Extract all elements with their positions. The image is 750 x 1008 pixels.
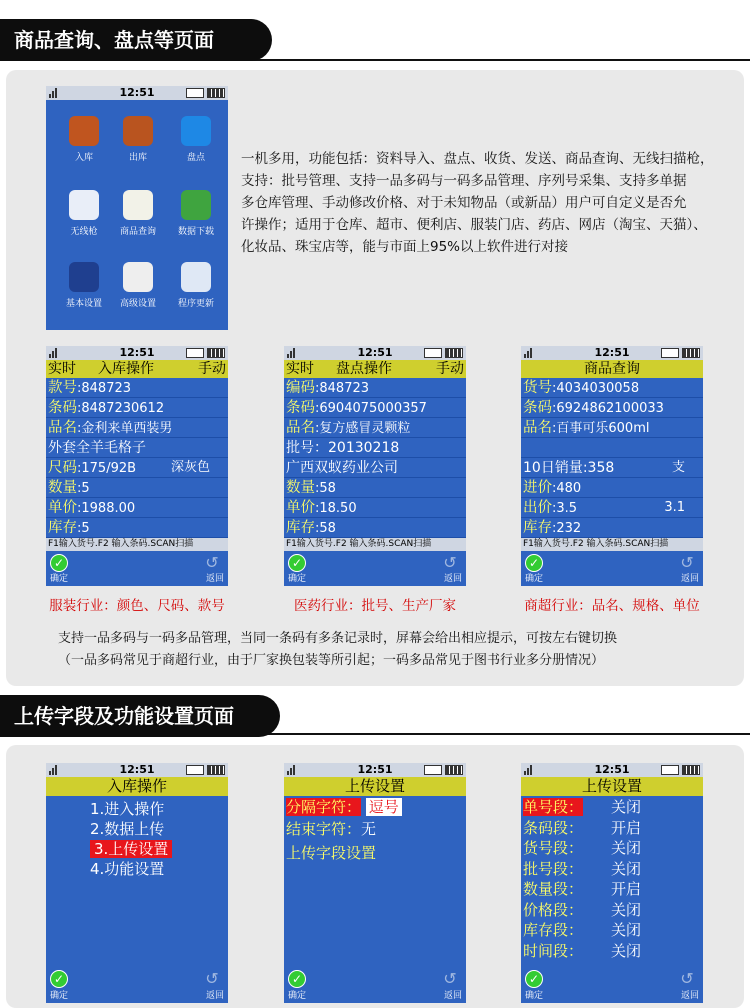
screen-title: 盘点操作 xyxy=(336,361,392,377)
home-item[interactable]: 盘点 xyxy=(166,116,226,163)
confirm-label[interactable]: 确定 xyxy=(50,574,69,584)
record-row: 条码:6924862100033 xyxy=(521,398,703,418)
clock: 12:51 xyxy=(119,763,155,776)
record-row: 单价:18.50 xyxy=(284,498,466,518)
memory-icon xyxy=(661,765,679,775)
signal-icon xyxy=(49,348,57,358)
back-label[interactable]: 返回 xyxy=(443,574,462,584)
home-item[interactable]: 出库 xyxy=(108,116,168,163)
record-row: 库存:232 xyxy=(521,518,703,538)
screen-title: 上传设置 xyxy=(284,777,466,796)
upload-field-settings[interactable]: 上传字段设置 xyxy=(286,844,377,862)
memory-icon xyxy=(186,88,204,98)
soft-key-bar xyxy=(284,967,466,1003)
status-bar xyxy=(46,763,228,777)
product-query-screen xyxy=(521,346,703,586)
question-icon xyxy=(181,116,211,146)
separator-setting[interactable]: 分隔字符： 逗号 xyxy=(286,797,402,817)
signal-icon xyxy=(524,348,532,358)
memory-icon xyxy=(424,348,442,358)
record-row: 数量:5 xyxy=(46,478,228,498)
inbound-menu-screen xyxy=(46,763,228,1003)
soft-key-bar xyxy=(46,967,228,1003)
confirm-check-icon[interactable]: ✓ xyxy=(288,554,306,572)
clock: 12:51 xyxy=(594,763,630,776)
screen-title-bar xyxy=(284,360,466,378)
section-title-2: 上传字段及功能设置页面 xyxy=(0,695,280,737)
tools-icon xyxy=(123,262,153,292)
status-bar xyxy=(46,346,228,360)
home-item[interactable]: 基本设置 xyxy=(54,262,114,309)
upload-field-row[interactable]: 单号段： 关闭 xyxy=(523,798,642,816)
record-row: 款号:848723 xyxy=(46,378,228,398)
confirm-check-icon[interactable]: ✓ xyxy=(50,970,68,988)
battery-icon xyxy=(207,88,225,98)
confirm-label[interactable]: 确定 xyxy=(288,991,307,1001)
upload-field-row[interactable]: 时间段： 关闭 xyxy=(523,941,642,960)
back-label[interactable]: 返回 xyxy=(205,991,224,1001)
caption-apparel: 服装行业：颜色、尺码、款号 xyxy=(49,598,225,614)
screen-title-bar xyxy=(46,360,228,378)
soft-key-bar xyxy=(521,967,703,1003)
record-row: 条码:6904075000357 xyxy=(284,398,466,418)
confirm-label[interactable]: 确定 xyxy=(288,574,307,584)
clipboard-check-icon xyxy=(69,190,99,220)
section-panel-1 xyxy=(6,70,744,686)
input-mode: 手动 xyxy=(198,361,226,377)
record-row: 广西双蚁药业公司 xyxy=(284,458,466,478)
signal-icon xyxy=(49,765,57,775)
gear-monitor-icon xyxy=(69,262,99,292)
confirm-check-icon[interactable]: ✓ xyxy=(50,554,68,572)
battery-icon xyxy=(207,765,225,775)
record-row: 数量:58 xyxy=(284,478,466,498)
battery-icon xyxy=(207,348,225,358)
record-row: 编码:848723 xyxy=(284,378,466,398)
back-arrow-icon[interactable]: ↺ xyxy=(205,553,219,572)
upload-field-row[interactable]: 价格段： 关闭 xyxy=(523,900,642,919)
menu-item-upload-settings[interactable]: 3.上传设置 xyxy=(90,839,172,859)
status-bar xyxy=(284,763,466,777)
upload-field-row[interactable]: 数量段： 开启 xyxy=(523,880,642,898)
upload-settings-screen xyxy=(284,763,466,1003)
battery-icon xyxy=(445,765,463,775)
back-label[interactable]: 返回 xyxy=(680,574,699,584)
caption-supermarket: 商超行业：品名、规格、单位 xyxy=(524,598,700,614)
record-row: 外套全羊毛格子 xyxy=(46,438,228,458)
record-row: 品名:复方感冒灵颗粒 xyxy=(284,418,466,438)
back-arrow-icon[interactable]: ↺ xyxy=(443,553,457,572)
signal-icon xyxy=(49,88,57,98)
home-item[interactable]: 数据下载 xyxy=(166,190,226,237)
back-arrow-icon[interactable]: ↺ xyxy=(205,969,219,988)
status-bar xyxy=(46,86,228,100)
key-hint-bar: F1输入货号.F2 输入条码.SCAN扫描 xyxy=(46,538,228,551)
record-row: 库存:58 xyxy=(284,518,466,538)
status-bar xyxy=(521,763,703,777)
back-arrow-icon[interactable]: ↺ xyxy=(680,969,694,988)
clock: 12:51 xyxy=(357,346,393,359)
update-icon xyxy=(181,262,211,292)
upload-field-row[interactable]: 条码段： 开启 xyxy=(523,818,642,837)
screen-title: 入库操作 xyxy=(46,777,228,796)
record-row xyxy=(521,438,703,458)
signal-icon xyxy=(287,765,295,775)
record-row: 进价:480 xyxy=(521,478,703,498)
back-arrow-icon[interactable]: ↺ xyxy=(443,969,457,988)
storage-out-icon xyxy=(123,116,153,146)
mode-label: 实时 xyxy=(286,361,314,377)
memory-icon xyxy=(186,348,204,358)
record-row: 库存:5 xyxy=(46,518,228,538)
menu-item-upload[interactable]: 2.数据上传 xyxy=(90,820,165,838)
record-row: 尺码:175/92B 深灰色 xyxy=(46,458,228,478)
multi-code-note: 支持一品多码与一码多品管理，当同一条码有多条记录时，屏幕会给出相应提示，可按左右键切换 （一品多码常见于商超行业，由于厂家换包装等所引起；一码多品常见于图书行业多分册情况） xyxy=(58,631,618,668)
section-title-1: 商品查询、盘点等页面 xyxy=(0,19,272,61)
upload-field-row[interactable]: 批号段： 关闭 xyxy=(523,859,642,878)
back-label[interactable]: 返回 xyxy=(680,991,699,1001)
record-row: 出价:3.5 3.1 xyxy=(521,498,703,518)
upload-field-row[interactable]: 货号段： 关闭 xyxy=(523,839,642,857)
signal-icon xyxy=(524,765,532,775)
caption-pharma: 医药行业：批号、生产厂家 xyxy=(294,598,456,614)
clock: 12:51 xyxy=(594,346,630,359)
battery-icon xyxy=(682,348,700,358)
feature-description: 一机多用，功能包括：资料导入、盘点、收货、发送、商品查询、无线扫描枪， 支持：批号管理、支持一品多码与一码多品管理、序列号采集、支持多单据 多仓库管理、手动修改价格、对于未知物品（或新品）用户可自定义是否允 许操作；适用于仓库、超市、便利店、服装门店、药店、网店（淘宝、天猫）、 化妆品、珠宝店等，能与市面上95%以上软件进行对接 xyxy=(241,151,714,255)
status-bar xyxy=(521,346,703,360)
confirm-check-icon[interactable]: ✓ xyxy=(525,554,543,572)
inbound-screen xyxy=(46,346,228,586)
storage-in-icon xyxy=(69,116,99,146)
back-arrow-icon[interactable]: ↺ xyxy=(680,553,694,572)
key-hint-bar: F1输入货号.F2 输入条码.SCAN扫描 xyxy=(521,538,703,551)
home-item[interactable]: 无线枪 xyxy=(54,190,114,237)
stocktake-screen xyxy=(284,346,466,586)
record-row: 货号:4034030058 xyxy=(521,378,703,398)
key-hint-bar: F1输入货号.F2 输入条码.SCAN扫描 xyxy=(284,538,466,551)
end-char-setting[interactable]: 结束字符：无 xyxy=(286,820,377,838)
status-bar xyxy=(284,346,466,360)
back-label[interactable]: 返回 xyxy=(205,574,224,584)
upload-field-row[interactable]: 库存段： 关闭 xyxy=(523,921,642,939)
confirm-label[interactable]: 确定 xyxy=(50,991,69,1001)
memory-icon xyxy=(424,765,442,775)
memory-icon xyxy=(661,348,679,358)
home-item[interactable]: 程序更新 xyxy=(166,262,226,309)
confirm-label[interactable]: 确定 xyxy=(525,991,544,1001)
screen-title: 上传设置 xyxy=(521,777,703,796)
screen-title-bar: 商品查询 xyxy=(521,360,703,378)
memory-icon xyxy=(186,765,204,775)
record-row: 条码:8487230612 xyxy=(46,398,228,418)
soft-key-bar xyxy=(284,551,466,586)
battery-icon xyxy=(682,765,700,775)
back-label[interactable]: 返回 xyxy=(443,991,462,1001)
magnifier-icon xyxy=(123,190,153,220)
clock: 12:51 xyxy=(357,763,393,776)
home-item[interactable]: 商品查询 xyxy=(108,190,168,237)
menu-item-function-settings[interactable]: 4.功能设置 xyxy=(90,860,165,878)
soft-key-bar xyxy=(521,551,703,586)
record-row: 品名:金利来单西装男 xyxy=(46,418,228,438)
record-row: 品名:百事可乐600ml xyxy=(521,418,703,438)
confirm-label[interactable]: 确定 xyxy=(525,574,544,584)
home-screen xyxy=(46,86,228,330)
home-item[interactable]: 高级设置 xyxy=(108,262,168,309)
signal-icon xyxy=(287,348,295,358)
confirm-check-icon[interactable]: ✓ xyxy=(288,970,306,988)
separator-value[interactable]: 逗号 xyxy=(366,798,402,816)
record-row: 10日销量:358 支 xyxy=(521,458,703,478)
download-arrow-icon xyxy=(181,190,211,220)
upload-fields-screen xyxy=(521,763,703,1003)
record-row: 单价:1988.00 xyxy=(46,498,228,518)
screen-title: 入库操作 xyxy=(98,361,154,377)
input-mode: 手动 xyxy=(436,361,464,377)
confirm-check-icon[interactable]: ✓ xyxy=(525,970,543,988)
soft-key-bar xyxy=(46,551,228,586)
record-row: 批号：20130218 xyxy=(284,438,466,458)
section-panel-2 xyxy=(6,745,744,1008)
home-item[interactable]: 入库 xyxy=(54,116,114,163)
menu-item-enter[interactable]: 1.进入操作 xyxy=(90,800,165,818)
clock: 12:51 xyxy=(119,86,155,99)
battery-icon xyxy=(445,348,463,358)
clock: 12:51 xyxy=(119,346,155,359)
mode-label: 实时 xyxy=(48,361,76,377)
